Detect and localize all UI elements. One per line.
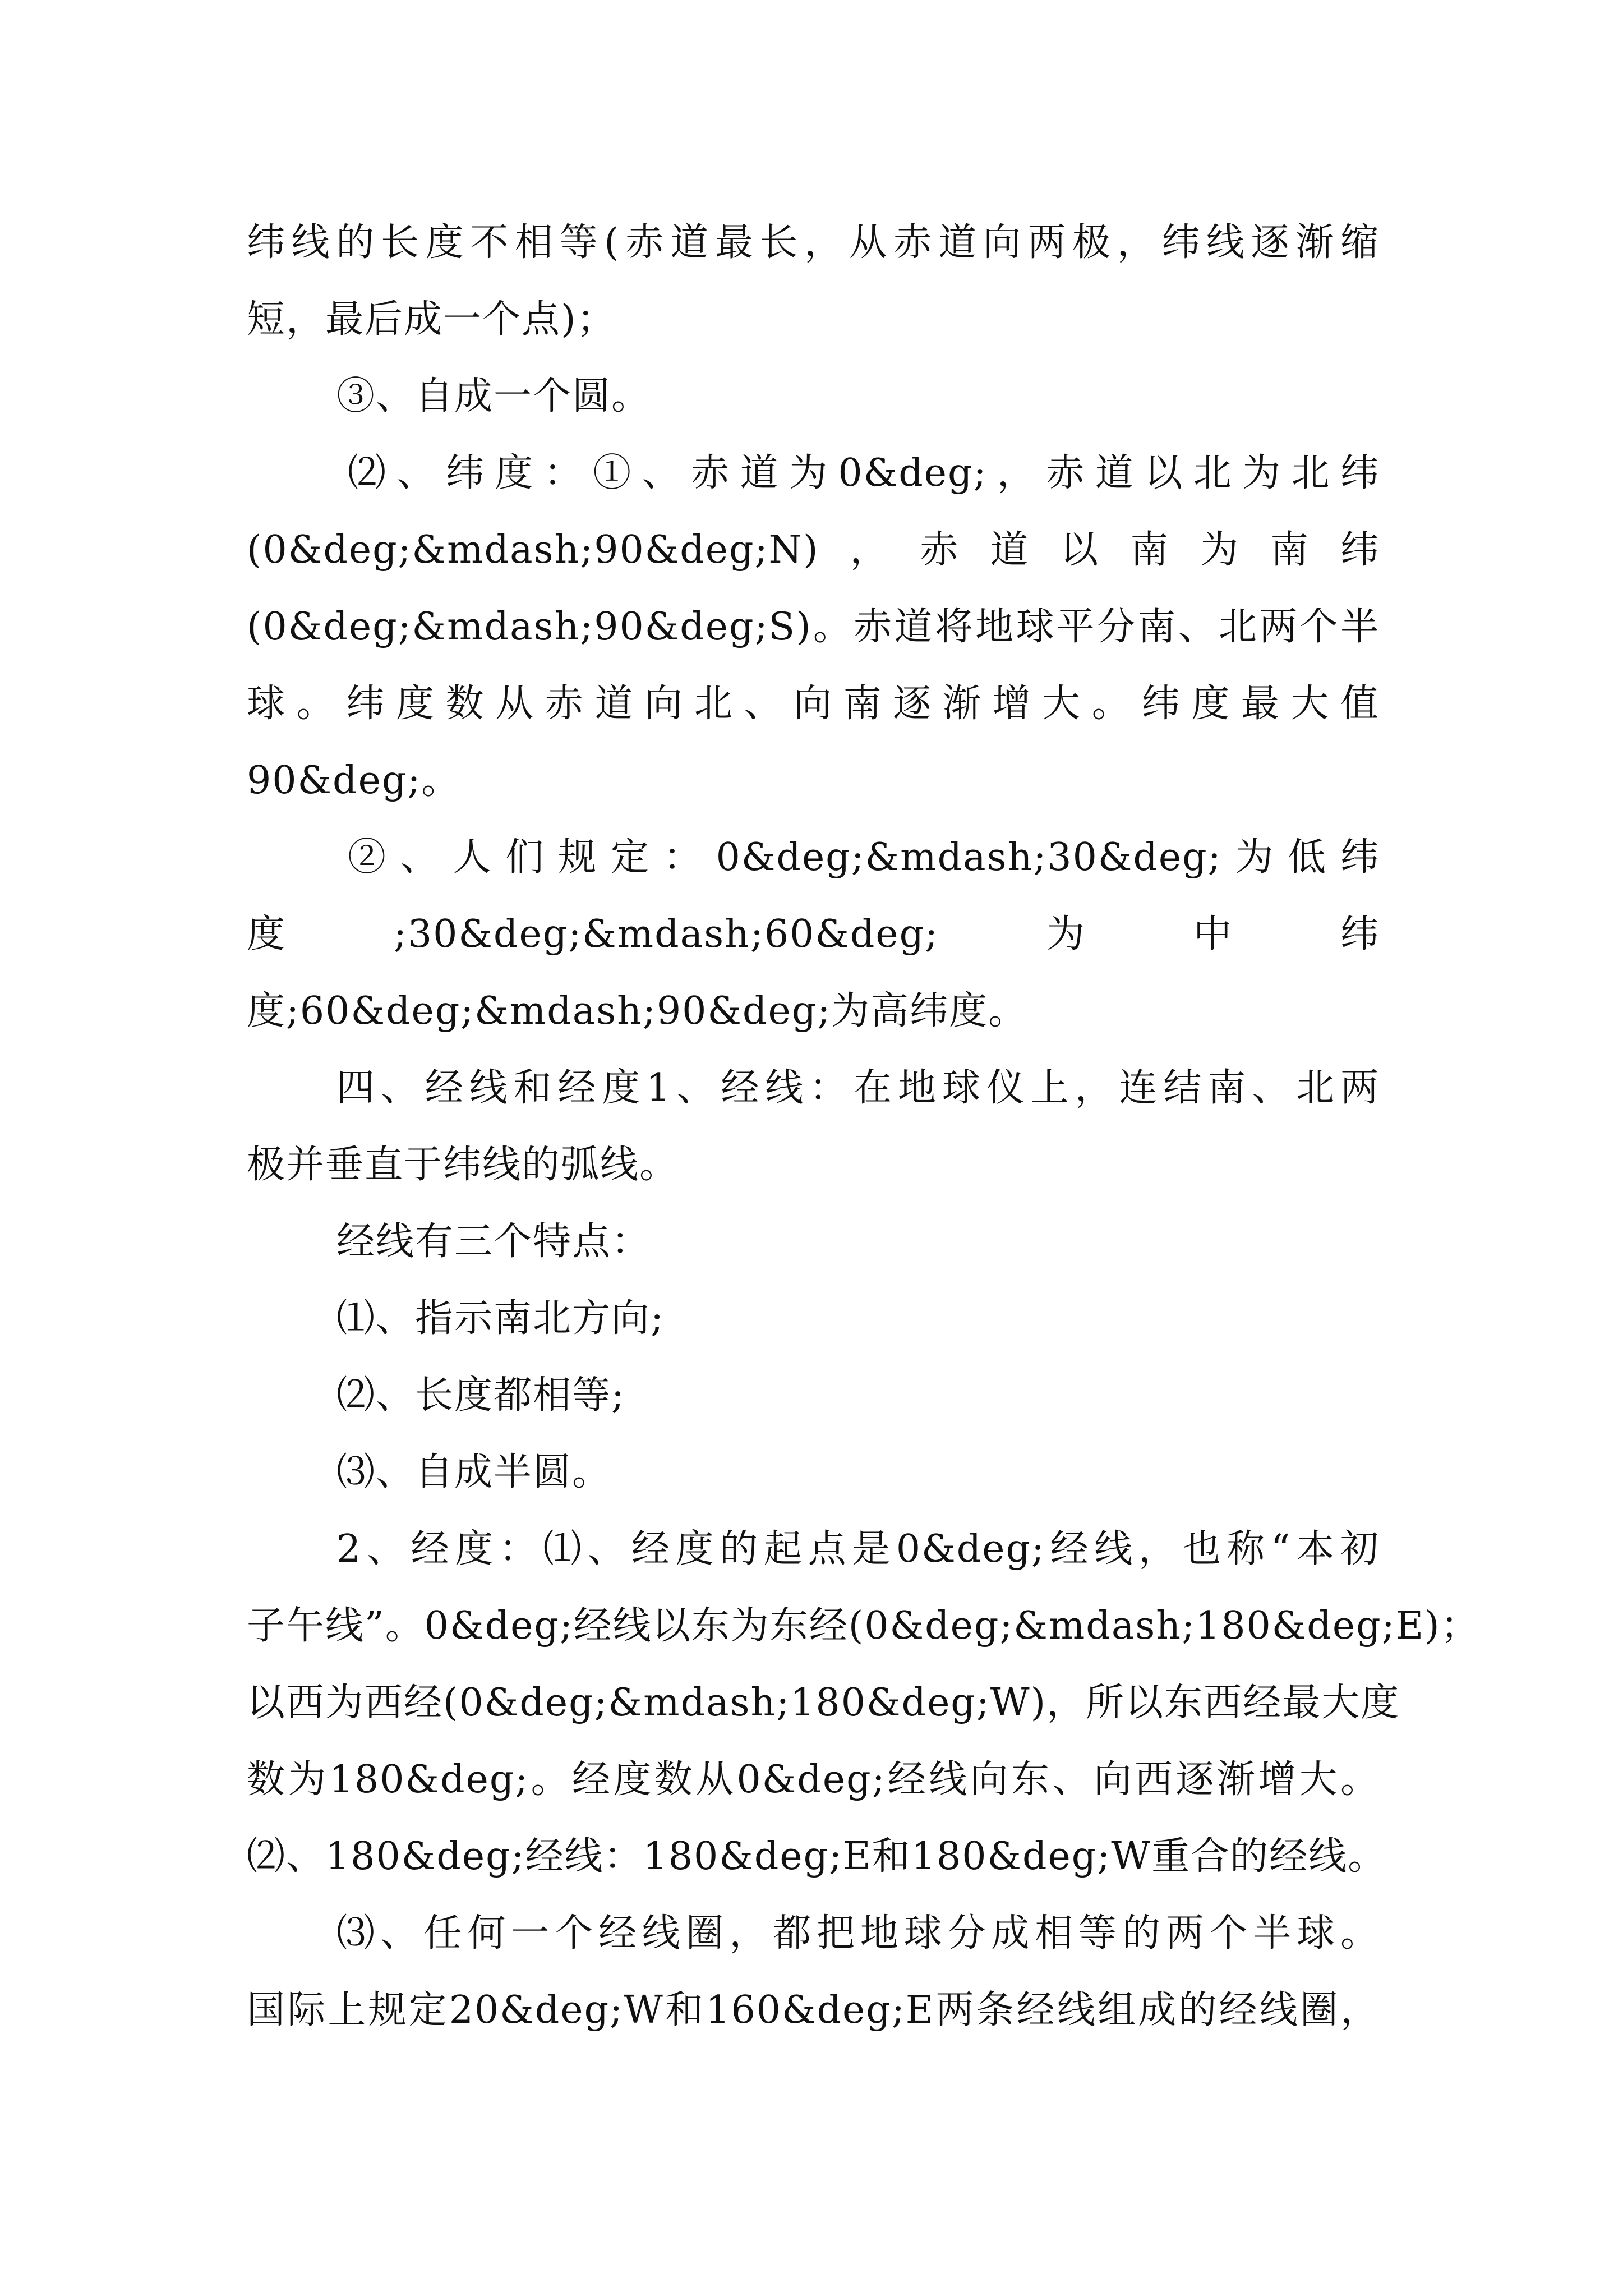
text-line: ⑵、纬度：①、赤道为0&deg;，赤道以北为北纬 bbox=[348, 451, 1380, 495]
text-line: (0&deg;&mdash;90&deg;N)，赤道以南为南纬 bbox=[247, 528, 1380, 572]
text-line: 极并垂直于纬线的弧线。 bbox=[247, 1143, 679, 1187]
text-line: (0&deg;&mdash;90&deg;S)。赤道将地球平分南、北两个半 bbox=[247, 605, 1380, 649]
text-line: 经线有三个特点： bbox=[336, 1220, 651, 1264]
text-line: 度;60&deg;&mdash;90&deg;为高纬度。 bbox=[247, 989, 1028, 1033]
text-line: ⑴、指示南北方向; bbox=[336, 1296, 665, 1341]
text-line: 90&deg;。 bbox=[247, 758, 461, 803]
text-line: 球。纬度数从赤道向北、向南逐渐增大。纬度最大值 bbox=[247, 682, 1380, 726]
text-line: ⑵、长度都相等; bbox=[336, 1373, 625, 1418]
text-line: 以西为西经(0&deg;&mdash;180&deg;W)，所以东西经最大度 bbox=[247, 1681, 1400, 1725]
text-line: 四、经线和经度1、经线：在地球仪上，连结南、北两 bbox=[336, 1066, 1380, 1110]
text-line: 数为180&deg;。经度数从0&deg;经线向东、向西逐渐增大。 bbox=[247, 1757, 1380, 1802]
text-line: ②、人们规定：0&deg;&mdash;30&deg;为低纬 bbox=[348, 835, 1380, 880]
text-line: ⑶、任何一个经线圈，都把地球分成相等的两个半球。 bbox=[336, 1911, 1380, 1955]
text-line: 短，最后成一个点)； bbox=[247, 297, 616, 342]
text-line: 度;30&deg;&mdash;60&deg;为中纬 bbox=[247, 912, 1380, 956]
text-line: 纬线的长度不相等(赤道最长，从赤道向两极，纬线逐渐缩 bbox=[247, 220, 1380, 265]
text-line: ③、自成一个圆。 bbox=[336, 374, 651, 418]
text-line: 2、经度：⑴、经度的起点是0&deg;经线，也称“本初 bbox=[336, 1527, 1380, 1571]
text-line: ⑵、180&deg;经线：180&deg;E和180&deg;W重合的经线。 bbox=[247, 1834, 1387, 1879]
text-line: 子午线”。0&deg;经线以东为东经(0&deg;&mdash;180&deg;E)； bbox=[247, 1604, 1480, 1648]
text-line: ⑶、自成半圆。 bbox=[336, 1450, 612, 1494]
text-line: 国际上规定20&deg;W和160&deg;E两条经线组成的经线圈， bbox=[247, 1988, 1380, 2032]
